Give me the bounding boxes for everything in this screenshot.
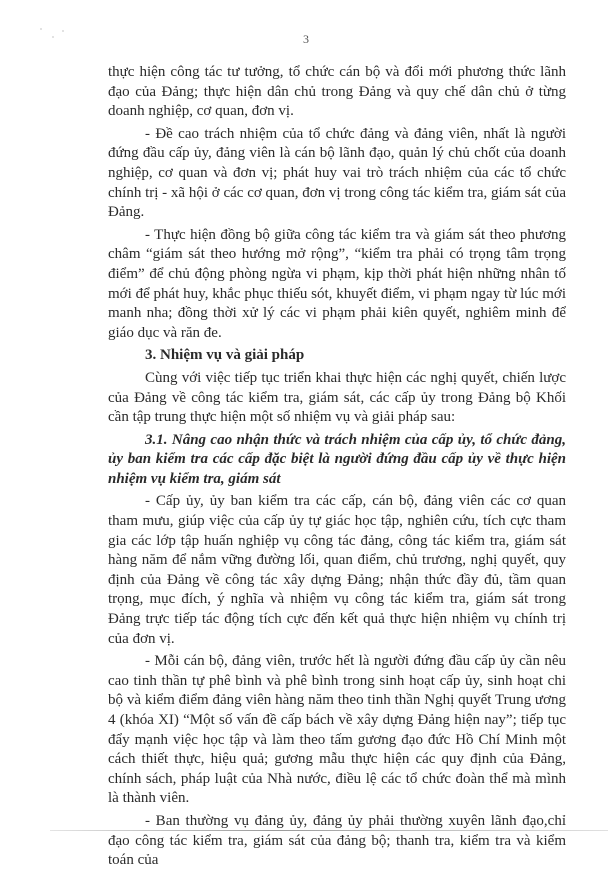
document-body: [108, 63, 566, 874]
paragraph-self-criticism: - Mỗi cán bộ, đảng viên, trước hết là người đứng đầu cấp ủy cần nêu cao tinh thần tự phê bình và phê bình trong sinh hoạt cấp ủy, sinh hoạt chi bộ và kiểm điểm đảng viên hàng năm theo tinh thần Nghị quyết Trung ương 4 (khóa XI) “Một số vấn đề cấp bách về xây dựng Đảng hiện nay”; tiếp tục đẩy mạnh việc học tập và làm theo tấm gương đạo đức Hồ Chí Minh một cách thiết thực, hiệu quả; gương mẫu thực hiện các quy định của Đảng, chính sách, pháp luật của Nhà nước, điều lệ các tổ chức đoàn thể mà mình là thành viên.: [108, 653, 566, 807]
paragraph-study-training: - Cấp ủy, ủy ban kiểm tra các cấp, cán bộ, đảng viên các cơ quan tham mưu, giúp việc của cấp ủy tự giác học tập, nghiên cứu, tích cực tham gia các lớp tập huấn nghiệp vụ công tác đảng, công tác kiểm tra, giám sát hàng năm để nắm vững đường lối, quan điểm, chủ trương, nghị quyết, quy định của Đảng về công tác xây dựng Đảng; nhận thức đầy đủ, tầm quan trọng, mục đích, ý nghĩa và nhiệm vụ công tác kiểm tra, giám sát trong Đảng trực tiếp tác động tích cực đến kết quả thực hiện nhiệm vụ chính trị của đơn vị.: [108, 493, 566, 647]
subsection-heading-3-1: 3.1. Nâng cao nhận thức và trách nhiệm của cấp ủy, tổ chức đảng, ủy ban kiểm tra các cấp đặc biệt là người đứng đầu cấp ủy về thực hiện nhiệm vụ kiểm tra, giám sát: [108, 431, 566, 487]
page-bottom-rule: [50, 830, 608, 831]
page-number: 3: [303, 32, 309, 46]
paragraph-responsibility: - Đề cao trách nhiệm của tổ chức đảng và đảng viên, nhất là người đứng đầu cấp ủy, đảng viên là cán bộ lãnh đạo, quản lý chủ chốt của doanh nghiệp, cơ quan và đơn vị; phát huy vai trò trách nhiệm của các tổ chức chính trị - xã hội ở các cơ quan, đơn vị trong công tác kiểm tra, giám sát của Đảng.: [108, 125, 566, 221]
paragraph-intro-tasks: Cùng với việc tiếp tục triển khai thực hiện các nghị quyết, chiến lược của Đảng về công tác kiểm tra, giám sát, các cấp ủy trong Đảng bộ Khối cần tập trung thực hiện một số nhiệm vụ và giải pháp sau:: [108, 369, 566, 426]
scan-speck: [40, 28, 42, 30]
section-heading-tasks-solutions: 3. Nhiệm vụ và giải pháp: [145, 347, 305, 364]
paragraph-synchronized-inspection: - Thực hiện đồng bộ giữa công tác kiểm tra và giám sát theo phương châm “giám sát theo hướng mở rộng”, “kiểm tra phải có trọng tâm trọng điểm” để chủ động phòng ngừa vi phạm, kịp thời phát hiện những nhân tố mới để phát huy, khắc phục thiếu sót, khuyết điểm, vi phạm ngay từ lúc mới manh nha; đồng thời xử lý các vi phạm phải kiên quyết, nghiêm minh để giáo dục và răn đe.: [108, 226, 566, 341]
paragraph-continuation: thực hiện công tác tư tưởng, tổ chức cán bộ và đổi mới phương thức lãnh đạo của Đảng; thực hiện dân chủ trong Đảng và quy chế dân chủ ở từng doanh nghiệp, cơ quan, đơn vị.: [108, 64, 566, 120]
paragraph-standing-committee: - Ban thường vụ đảng ủy, đảng ủy phải thường xuyên lãnh đạo,chỉ đạo công tác kiểm tra, giám sát của đảng bộ; thanh tra, kiểm tra và kiểm toán của: [108, 812, 566, 869]
